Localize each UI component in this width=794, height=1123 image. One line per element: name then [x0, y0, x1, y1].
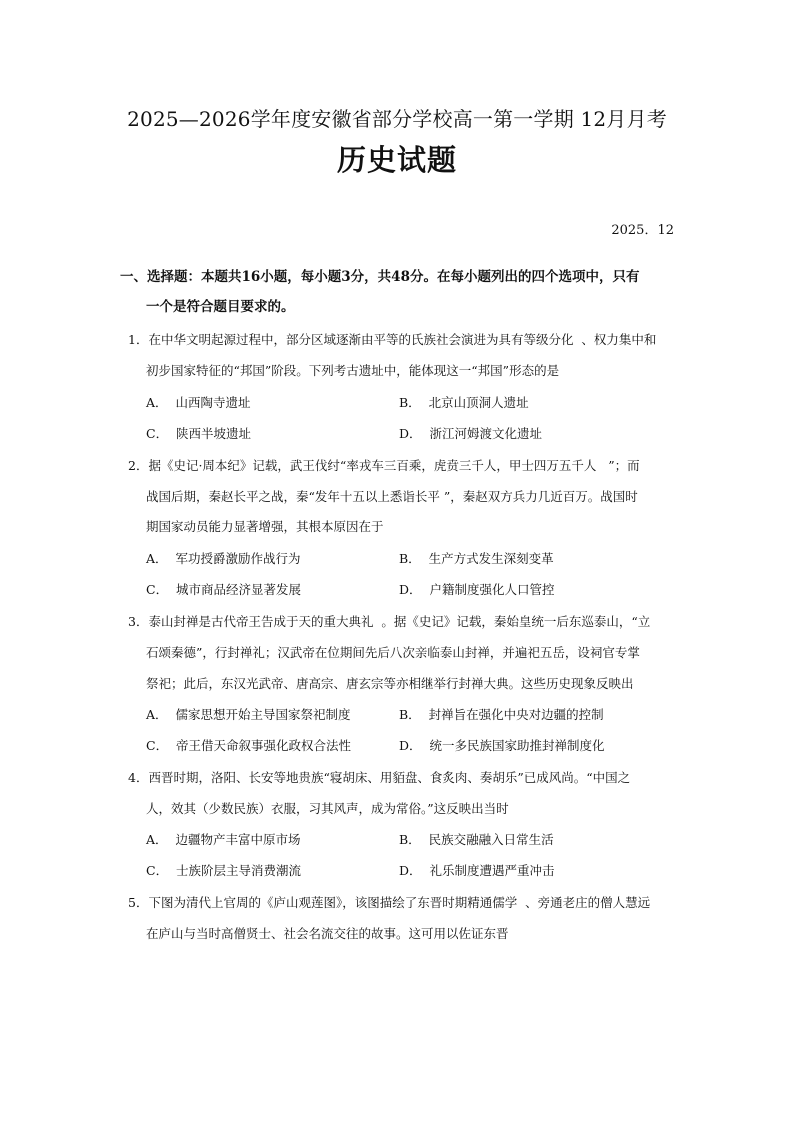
option-b: B． 封禅旨在强化中央对边疆的控制	[399, 707, 604, 722]
question-stem-line: 2．据《史记·周本纪》记载，武王伐纣“率戎车三百乘，虎贲三千人，甲士四万五千人 ”；而	[128, 458, 640, 473]
section-heading-line-2: 一个是符合题目要求的。	[146, 299, 295, 315]
question-stem-line: 战国后期，秦赵长平之战，秦“发年十五以上悉诣长平 ”，秦赵双方兵力几近百万。战国时	[146, 489, 638, 504]
question-stem-line: 1．在中华文明起源过程中，部分区域逐渐由平等的氏族社会演进为具有等级分化 、权力集中和	[128, 332, 657, 347]
option-a: A． 边疆物产丰富中原市场	[146, 832, 301, 847]
option-d: D． 礼乐制度遭遇严重冲击	[399, 863, 555, 878]
option-a: A． 军功授爵激励作战行为	[146, 551, 301, 566]
option-a: A． 儒家思想开始主导国家祭祀制度	[146, 707, 351, 722]
option-c: C． 帝王借天命叙事强化政权合法性	[146, 738, 352, 753]
question-stem-line: 3．泰山封禅是古代帝王告成于天的重大典礼 。据《史记》记载，秦始皇统一后东巡泰山，“立	[128, 614, 651, 629]
option-b: B． 民族交融融入日常生活	[399, 832, 554, 847]
option-c: C． 陕西半坡遗址	[146, 426, 252, 441]
subject-title: 历史试题	[336, 143, 457, 177]
exam-date: 2025．12	[611, 223, 674, 238]
question-stem-line: 祭祀；此后，东汉光武帝、唐高宗、唐玄宗等亦相继举行封禅大典。这些历史现象反映出	[146, 676, 634, 691]
question-stem-line: 在庐山与当时高僧贤士、社会名流交往的故事。这可用以佐证东晋	[146, 926, 509, 941]
option-b: B． 北京山顶洞人遗址	[399, 395, 529, 410]
section-heading-line-1: 一、选择题：本题共16小题，每小题3分，共48分。在每小题列出的四个选项中，只有	[120, 269, 640, 285]
option-c: C． 城市商品经济显著发展	[146, 582, 302, 597]
question-stem-line: 石颂秦德”，行封禅礼；汉武帝在位期间先后八次亲临泰山封禅，并遍祀五岳，设祠官专掌	[146, 645, 640, 660]
question-stem-line: 5．下图为清代上官周的《庐山观莲图》，该图描绘了东晋时期精通儒学 、旁通老庄的僧人慧远	[128, 895, 651, 910]
option-a: A． 山西陶寺遗址	[146, 395, 251, 410]
option-d: D． 户籍制度强化人口管控	[399, 582, 555, 597]
option-b: B． 生产方式发生深刻变革	[399, 551, 554, 566]
question-stem-line: 4．西晋时期，洛阳、长安等地贵族“寝胡床、用貊盘、食炙肉、奏胡乐”已成风尚。“中国之	[128, 770, 631, 785]
question-stem-line: 初步国家特征的“邦国”阶段。下列考古遗址中，能体现这一“邦国”形态的是	[146, 363, 560, 378]
question-stem-line: 人，效其（少数民族）衣服，习其风声，成为常俗。”这反映出当时	[146, 801, 509, 816]
exam-title: 2025—2026学年度安徽省部分学校高一第一学期 12月月考	[127, 107, 667, 131]
question-stem-line: 期国家动员能力显著增强，其根本原因在于	[146, 519, 384, 534]
option-d: D． 统一多民族国家助推封禅制度化	[399, 738, 605, 753]
option-c: C． 士族阶层主导消费潮流	[146, 863, 302, 878]
option-d: D． 浙江河姆渡文化遗址	[399, 426, 542, 441]
